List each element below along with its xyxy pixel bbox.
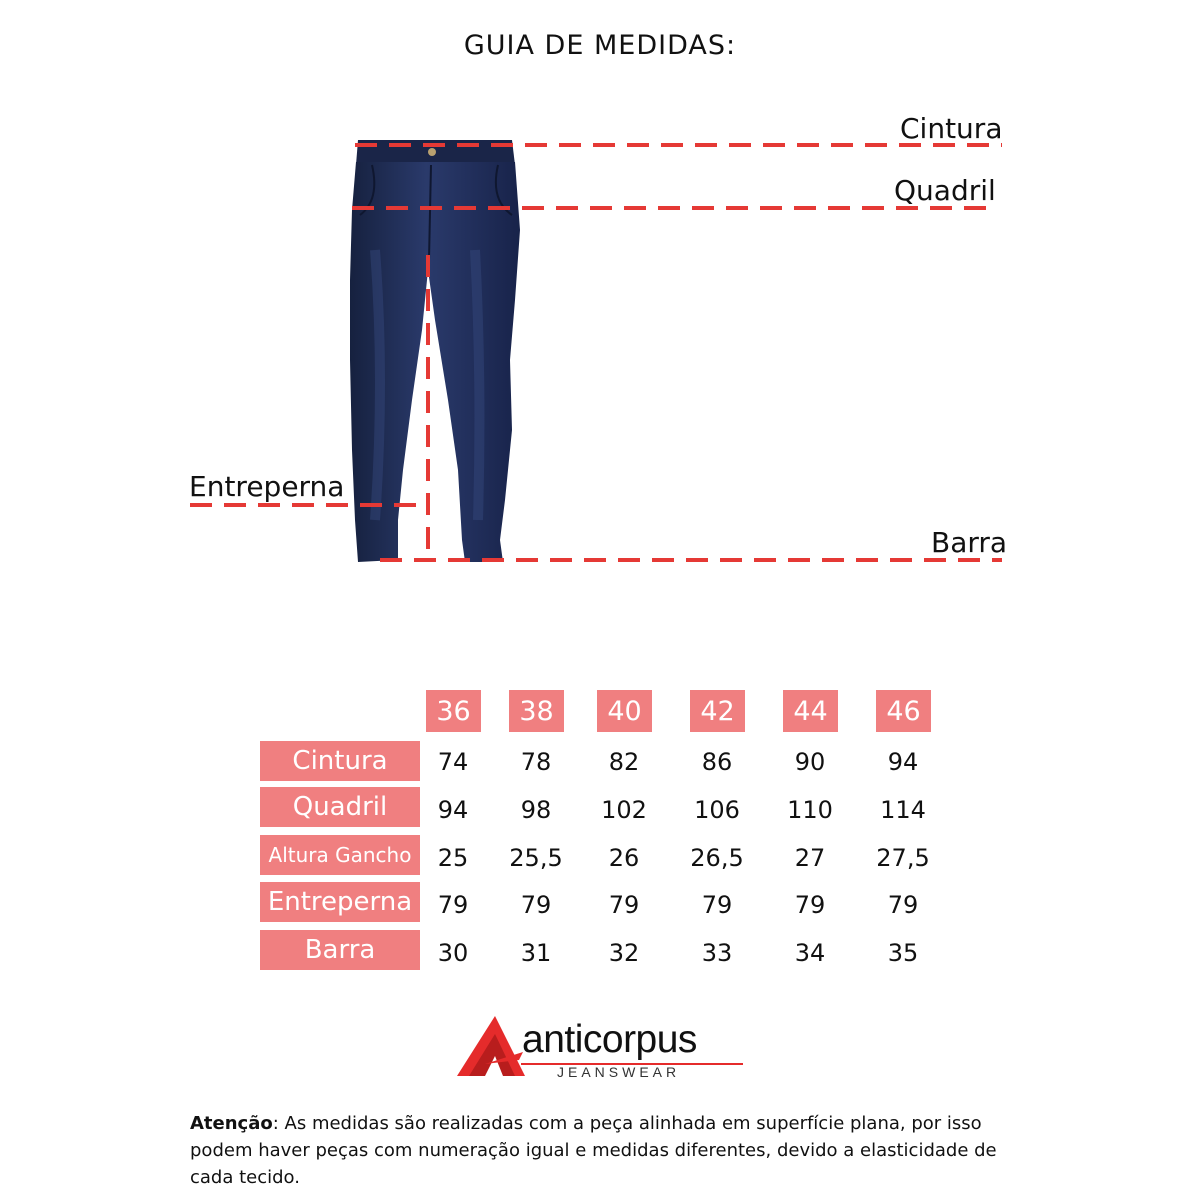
- table-cell: 74: [437, 748, 469, 776]
- size-header-38: 38: [509, 690, 564, 732]
- label-entreperna: Entreperna: [189, 470, 345, 503]
- table-cell: 90: [794, 748, 826, 776]
- table-cell: 25,5: [509, 844, 563, 872]
- size-header-40: 40: [597, 690, 652, 732]
- row-label-entreperna: Entreperna: [260, 882, 420, 922]
- table-cell: 78: [520, 748, 552, 776]
- table-cell: 32: [608, 939, 640, 967]
- row-label-quadril: Quadril: [260, 787, 420, 827]
- table-cell: 26,5: [690, 844, 744, 872]
- table-cell: 110: [787, 796, 833, 824]
- brand-name: anticorpus: [522, 1018, 697, 1061]
- table-cell: 98: [520, 796, 552, 824]
- table-cell: 94: [437, 796, 469, 824]
- size-header-44: 44: [783, 690, 838, 732]
- attention-note: [190, 1110, 1030, 1191]
- size-header-46: 46: [876, 690, 931, 732]
- table-cell: 79: [887, 891, 919, 919]
- brand-tagline: JEANSWEAR: [557, 1064, 681, 1080]
- attention-label: Atenção: [190, 1113, 273, 1134]
- table-cell: 79: [437, 891, 469, 919]
- table-cell: 106: [694, 796, 740, 824]
- jeans-icon: [350, 140, 520, 562]
- table-cell: 34: [794, 939, 826, 967]
- table-cell: 35: [887, 939, 919, 967]
- table-cell: 79: [701, 891, 733, 919]
- table-cell: 82: [608, 748, 640, 776]
- attention-text: : As medidas são realizadas com a peça alinhada em superfície plana, por isso podem haver peças com numeração igual e medidas diferentes, devido a elasticidade de cada tecido.: [190, 1113, 997, 1188]
- table-cell: 94: [887, 748, 919, 776]
- page-title: GUIA DE MEDIDAS:: [463, 30, 737, 61]
- table-cell: 33: [701, 939, 733, 967]
- row-label-cintura: Cintura: [260, 741, 420, 781]
- size-header-36: 36: [426, 690, 481, 732]
- table-cell: 31: [520, 939, 552, 967]
- row-label-barra: Barra: [260, 930, 420, 970]
- label-quadril: Quadril: [894, 174, 996, 207]
- row-label-altura-gancho: Altura Gancho: [260, 835, 420, 875]
- label-cintura: Cintura: [900, 112, 1003, 145]
- table-cell: 114: [880, 796, 926, 824]
- table-cell: 102: [601, 796, 647, 824]
- table-cell: 27: [794, 844, 826, 872]
- label-barra: Barra: [931, 526, 1008, 559]
- size-header-42: 42: [690, 690, 745, 732]
- table-cell: 27,5: [876, 844, 930, 872]
- table-cell: 25: [437, 844, 469, 872]
- table-cell: 26: [608, 844, 640, 872]
- table-cell: 79: [608, 891, 640, 919]
- table-cell: 30: [437, 939, 469, 967]
- table-cell: 86: [701, 748, 733, 776]
- table-cell: 79: [794, 891, 826, 919]
- table-cell: 79: [520, 891, 552, 919]
